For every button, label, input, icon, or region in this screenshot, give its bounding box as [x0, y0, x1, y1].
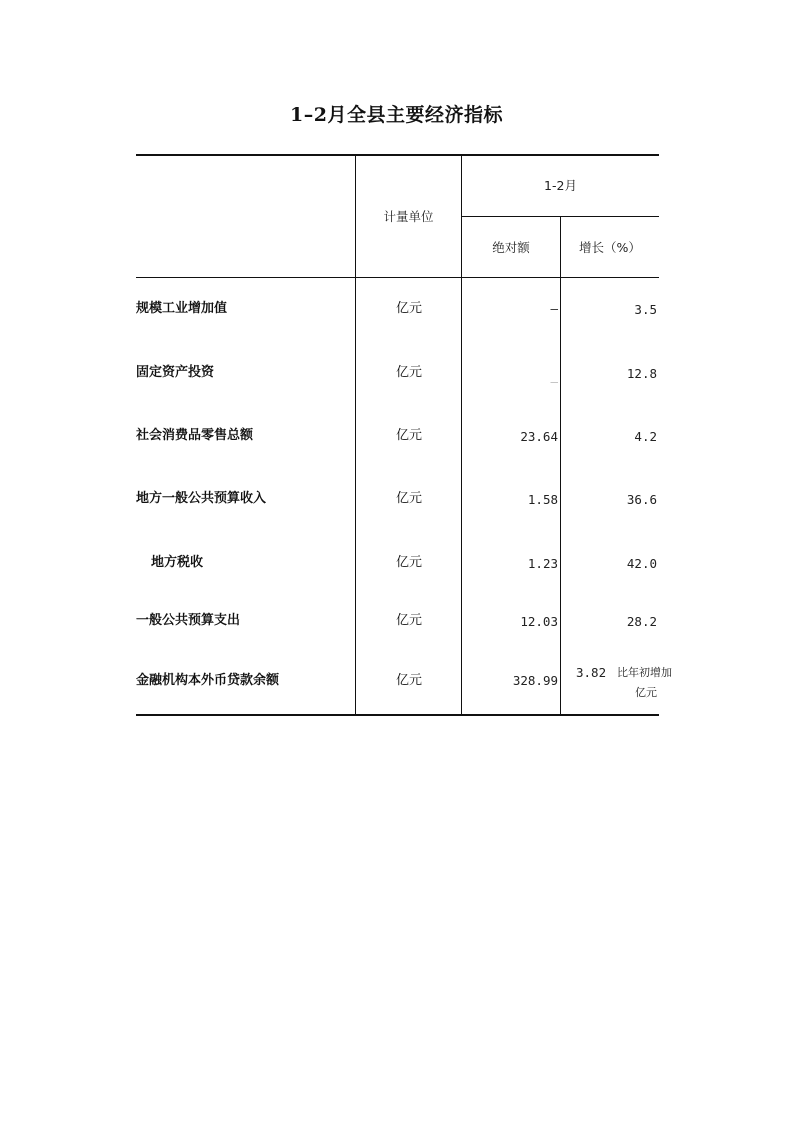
row-absolute: _: [550, 368, 558, 383]
header-period: 1-2月: [544, 178, 577, 193]
row-unit: 亿元: [395, 555, 422, 570]
row-growth: 42.0: [626, 556, 657, 571]
row-unit: 亿元: [395, 613, 422, 628]
page-title: 1–2月全县主要经济指标: [290, 104, 503, 126]
row-name: 固定资产投资: [136, 365, 215, 380]
header-bottom-rule: [136, 277, 659, 278]
row-growth-note-2: 亿元: [635, 686, 657, 699]
row-growth: 3.5: [634, 302, 657, 317]
row-growth: 36.6: [626, 492, 657, 507]
header-growth: 增长（%）: [579, 240, 641, 255]
indicator-table: [136, 154, 672, 716]
row-name: 金融机构本外币贷款余额: [136, 673, 280, 688]
row-absolute: —: [550, 301, 558, 316]
row-growth: 12.8: [626, 366, 657, 381]
row-name: 规模工业增加值: [136, 301, 228, 316]
header-unit: 计量单位: [383, 209, 434, 224]
table-top-rule: [136, 154, 659, 156]
row-unit: 亿元: [395, 673, 422, 688]
row-growth: 3.82: [576, 665, 607, 680]
row-unit: 亿元: [395, 428, 422, 443]
row-growth: 28.2: [626, 614, 657, 629]
row-absolute: 1.23: [527, 556, 558, 571]
row-name: 社会消费品零售总额: [136, 428, 254, 443]
row-name: 地方一般公共预算收入: [136, 491, 267, 506]
row-absolute: 23.64: [520, 429, 558, 444]
row-name: 一般公共预算支出: [136, 613, 241, 628]
row-absolute: 328.99: [512, 673, 558, 688]
row-unit: 亿元: [395, 365, 422, 380]
row-unit: 亿元: [395, 301, 422, 316]
row-unit: 亿元: [395, 491, 422, 506]
row-name: 地方税收: [151, 555, 204, 570]
row-growth-note-1: 比年初增加: [617, 666, 672, 679]
header-absolute: 绝对额: [492, 240, 530, 255]
table-bottom-rule: [136, 714, 659, 716]
row-absolute: 1.58: [527, 492, 558, 507]
col-divider-abs-growth: [560, 216, 561, 716]
row-growth: 4.2: [634, 429, 657, 444]
row-absolute: 12.03: [520, 614, 558, 629]
